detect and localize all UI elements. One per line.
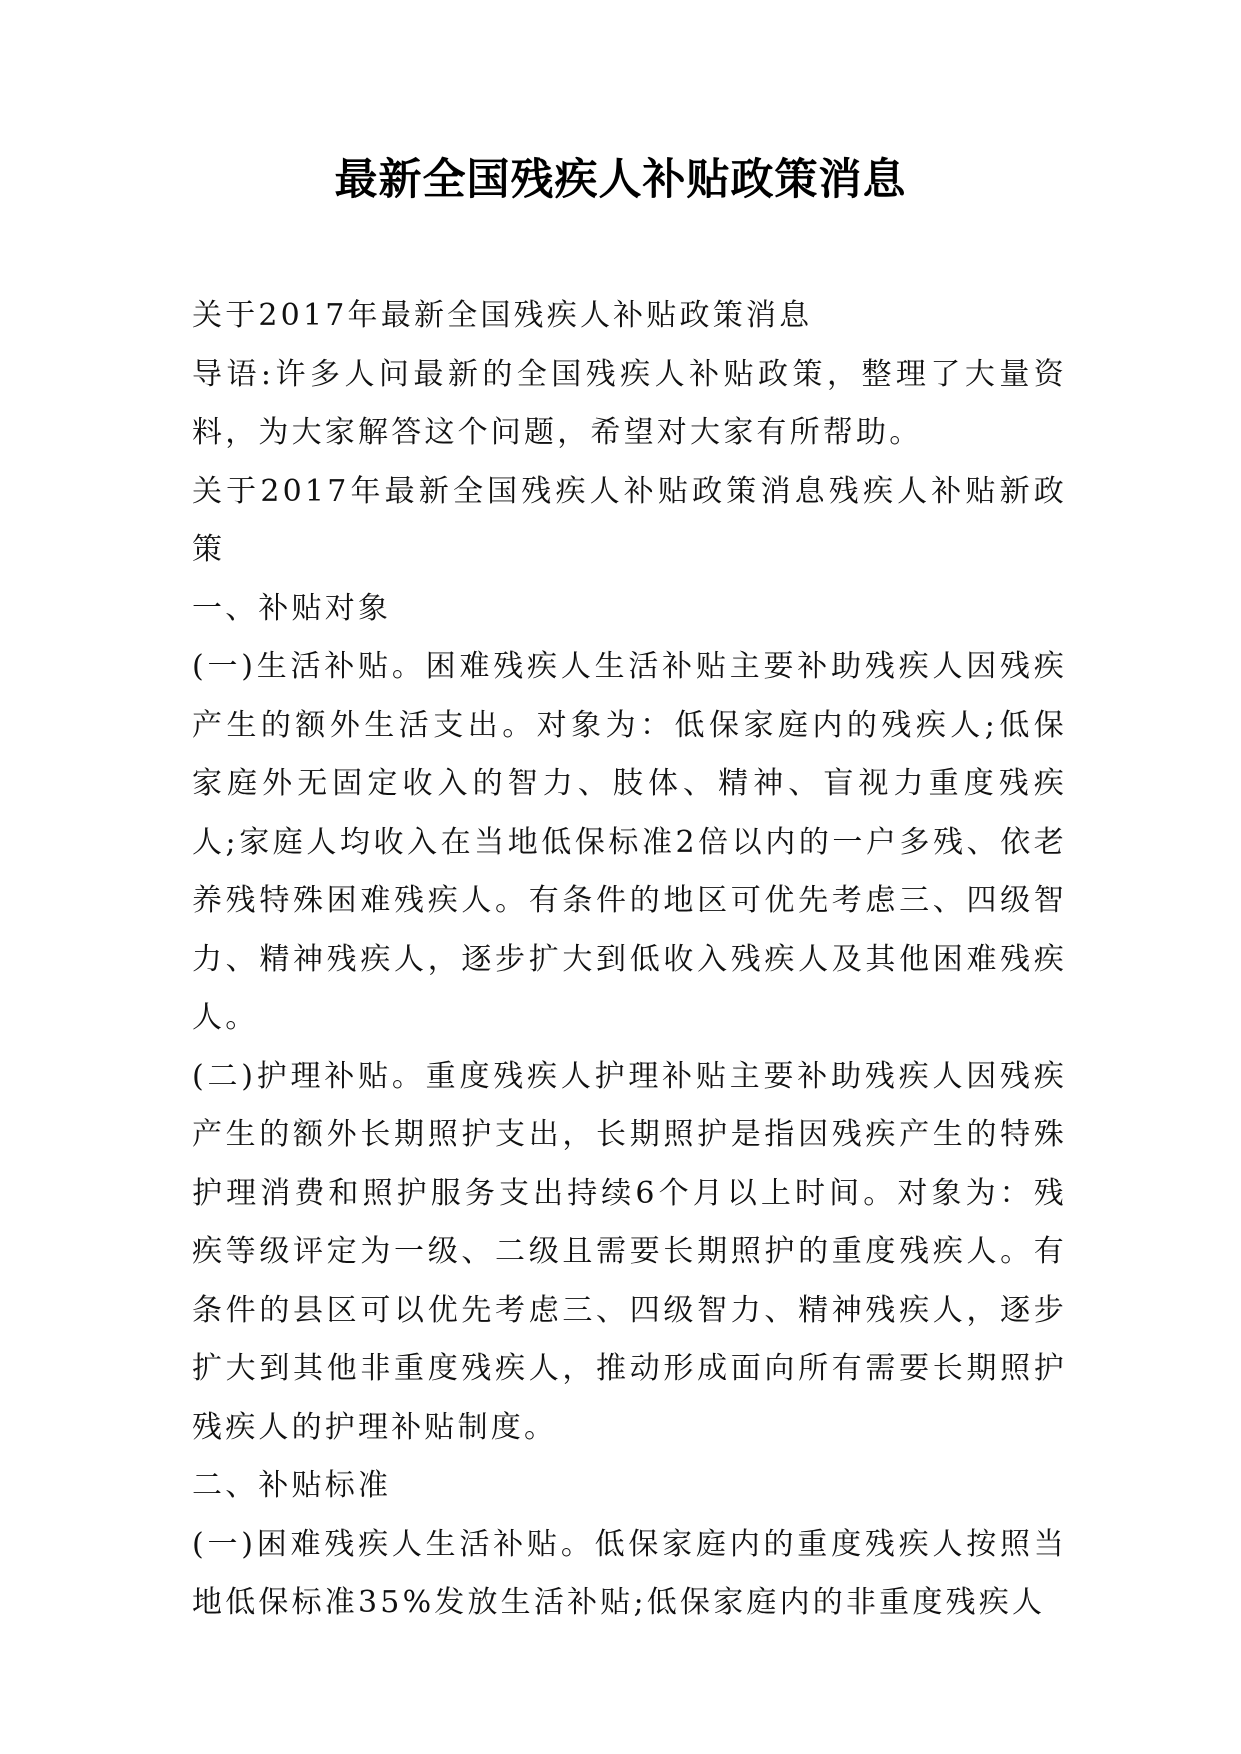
section-heading-subsidy-targets: 一、补贴对象	[192, 590, 392, 626]
paragraph-lead: 导语:许多人问最新的全国残疾人补贴政策，整理了大量资料，为大家解答这个问题，希望对大家有所帮助。	[192, 356, 1067, 450]
paragraph-section-heading: 关于2017年最新全国残疾人补贴政策消息残疾人补贴新政策	[192, 473, 1067, 567]
section-heading-subsidy-standards: 二、补贴标准	[192, 1468, 392, 1503]
document-title: 最新全国残疾人补贴政策消息	[334, 155, 907, 205]
paragraph-nursing-subsidy: (二)护理补贴。重度残疾人护理补贴主要补助残疾人因残疾产生的额外长期照护支出，长期照护是指因残疾产生的特殊护理消费和照护服务支出持续6个月以上时间。对象为：残疾等级评定为一级、二级且需要长期照护的重度残疾人。有条件的县区可以优先考虑三、四级智力、精神残疾人，逐步扩大到其他非重度残疾人，推动形成面向所有需要长期照护残疾人的护理补贴制度。	[192, 1058, 1067, 1445]
paragraph-intro-heading: 关于2017年最新全国残疾人补贴政策消息	[192, 298, 813, 333]
paragraph-living-subsidy-standard: (一)困难残疾人生活补贴。低保家庭内的重度残疾人按照当地低保标准35%发放生活补贴;低保家庭内的非重度残疾人	[192, 1526, 1067, 1620]
paragraph-living-subsidy: (一)生活补贴。困难残疾人生活补贴主要补助残疾人因残疾产生的额外生活支出。对象为：低保家庭内的残疾人;低保家庭外无固定收入的智力、肢体、精神、盲视力重度残疾人;家庭人均收入在当地低保标准2倍以内的一户多残、依老养残特殊困难残疾人。有条件的地区可优先考虑三、四级智力、精神残疾人，逐步扩大到低收入残疾人及其他困难残疾人。	[192, 649, 1067, 1035]
document-body	[192, 287, 1067, 1633]
